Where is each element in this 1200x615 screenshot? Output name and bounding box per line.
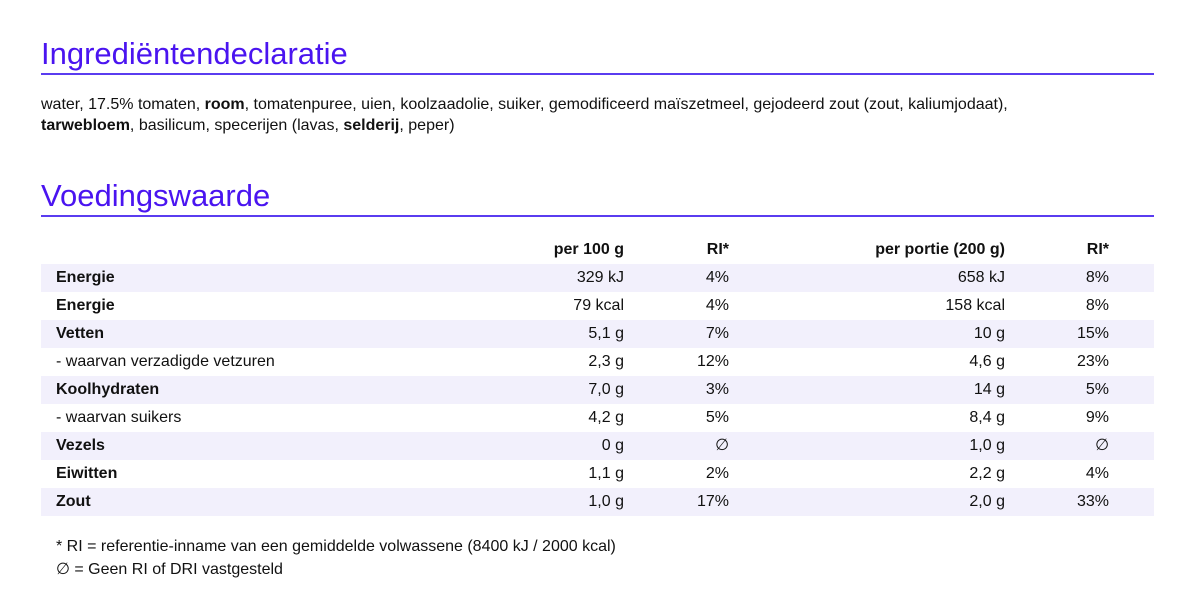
header-per-100g: per 100 g xyxy=(553,241,624,258)
table-row xyxy=(41,488,1154,516)
value-per-100g: 5,1 g xyxy=(588,325,624,342)
footnote-not-established: ∅ = Geen RI of DRI vastgesteld xyxy=(56,561,283,578)
table-row xyxy=(41,264,1154,292)
nutrient-name: Eiwitten xyxy=(56,465,118,482)
value-per-portion: 1,0 g xyxy=(969,437,1005,454)
ri-per-portion: 15% xyxy=(1076,325,1109,342)
ri-per-100g: 3% xyxy=(705,381,729,398)
ingredient-part: water, 17.5% tomaten, xyxy=(41,96,205,113)
header-ri-portion: RI* xyxy=(1086,241,1109,258)
ingredients-text xyxy=(41,94,1101,136)
value-per-portion: 158 kcal xyxy=(945,297,1005,314)
ri-per-100g: 4% xyxy=(705,269,729,286)
value-per-100g: 1,0 g xyxy=(588,493,624,510)
nutrient-name: Vezels xyxy=(56,437,105,454)
ri-per-100g: 17% xyxy=(696,493,729,510)
table-row xyxy=(41,292,1154,320)
ri-per-portion: 4% xyxy=(1085,465,1109,482)
nutrition-heading: Voedingswaarde xyxy=(41,178,1154,217)
table-row xyxy=(41,460,1154,488)
table-row xyxy=(41,320,1154,348)
ri-per-portion: 33% xyxy=(1076,493,1109,510)
table-row xyxy=(41,348,1154,376)
ingredients-heading: Ingrediëntendeclaratie xyxy=(41,36,1154,75)
table-row xyxy=(41,432,1154,460)
ingredient-part: , peper) xyxy=(399,117,455,134)
value-per-100g: 7,0 g xyxy=(588,381,624,398)
ri-per-100g: 5% xyxy=(705,409,729,426)
value-per-portion: 8,4 g xyxy=(969,409,1005,426)
ri-per-portion: 5% xyxy=(1085,381,1109,398)
allergen-selderij: selderij xyxy=(343,117,400,134)
table-row xyxy=(41,376,1154,404)
value-per-100g: 79 kcal xyxy=(573,297,624,314)
ri-per-100g: 7% xyxy=(705,325,729,342)
value-per-portion: 10 g xyxy=(973,325,1005,342)
ingredient-part: , tomatenpuree, uien, koolzaadolie, suiker, gemodificeerd maïszetmeel, gejodeerd zout (zout, kaliumjodaat), xyxy=(244,96,1008,113)
value-per-100g: 4,2 g xyxy=(588,409,624,426)
header-nutrient xyxy=(41,236,476,264)
nutrient-name: Zout xyxy=(56,493,91,510)
ri-per-portion: 23% xyxy=(1076,353,1109,370)
nutrient-name: - waarvan verzadigde vetzuren xyxy=(56,353,275,370)
header-per-portion: per portie (200 g) xyxy=(875,241,1005,258)
nutrient-name: Energie xyxy=(56,297,115,314)
value-per-portion: 2,2 g xyxy=(969,465,1005,482)
ri-per-100g-not-established-icon: ∅ xyxy=(715,437,729,454)
value-per-100g: 2,3 g xyxy=(588,353,624,370)
value-per-100g: 1,1 g xyxy=(588,465,624,482)
value-per-100g: 0 g xyxy=(601,437,624,454)
ri-per-portion: 9% xyxy=(1085,409,1109,426)
value-per-100g: 329 kJ xyxy=(576,269,624,286)
ri-per-100g: 12% xyxy=(696,353,729,370)
allergen-room: room xyxy=(204,96,245,113)
ingredient-part: , basilicum, specerijen (lavas, xyxy=(129,117,344,134)
value-per-portion: 14 g xyxy=(973,381,1005,398)
nutrient-name: Vetten xyxy=(56,325,105,342)
table-row xyxy=(41,404,1154,432)
header-ri-100g: RI* xyxy=(706,241,729,258)
ri-per-portion-not-established-icon: ∅ xyxy=(1095,437,1109,454)
nutrition-table xyxy=(41,236,1154,516)
value-per-portion: 2,0 g xyxy=(969,493,1005,510)
nutrient-name: Koolhydraten xyxy=(56,381,160,398)
nutrient-name: Energie xyxy=(56,269,115,286)
ri-per-100g: 2% xyxy=(705,465,729,482)
value-per-portion: 4,6 g xyxy=(969,353,1005,370)
ri-per-portion: 8% xyxy=(1085,297,1109,314)
value-per-portion: 658 kJ xyxy=(957,269,1005,286)
ri-per-100g: 4% xyxy=(705,297,729,314)
footnote-ri: * RI = referentie-inname van een gemiddelde volwassene (8400 kJ / 2000 kcal) xyxy=(56,538,616,555)
nutrient-name: - waarvan suikers xyxy=(56,409,182,426)
allergen-tarwebloem: tarwebloem xyxy=(41,117,130,134)
table-header-row xyxy=(41,236,1154,264)
footnotes xyxy=(56,535,616,581)
ri-per-portion: 8% xyxy=(1085,269,1109,286)
